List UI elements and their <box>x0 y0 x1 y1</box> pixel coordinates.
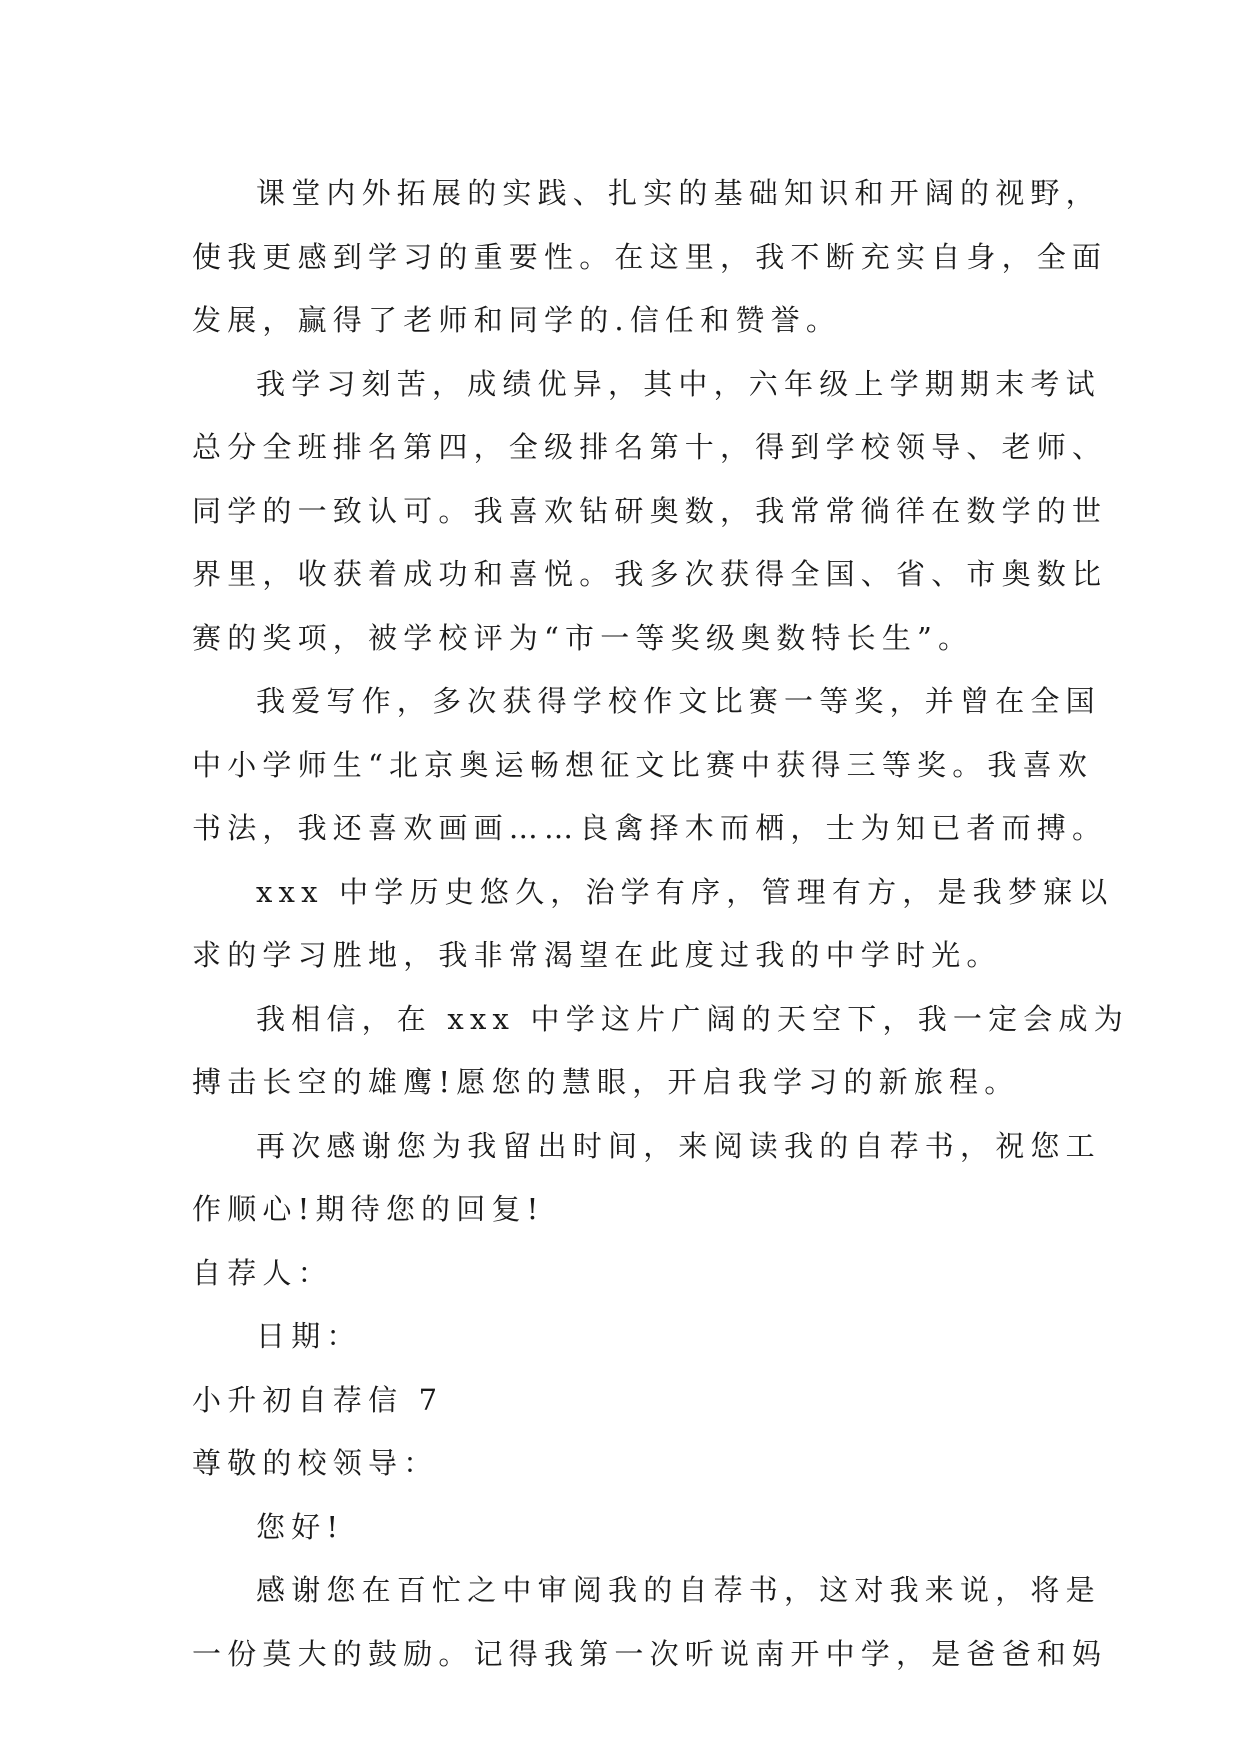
text-line: 界里，收获着成功和喜悦。我多次获得全国、省、市奥数比 <box>192 557 1108 591</box>
text-line: 中小学师生“北京奥运畅想征文比赛中获得三等奖。我喜欢 <box>192 747 1094 782</box>
text-line: 搏击长空的雄鹰!愿您的慧眼，开启我学习的新旅程。 <box>192 1065 1020 1099</box>
text-line: 赛的奖项，被学校评为“市一等奖级奥数特长生”。 <box>192 620 974 655</box>
text-line: 求的学习胜地，我非常渴望在此度过我的中学时光。 <box>192 938 1002 972</box>
text-line: 同学的一致认可。我喜欢钻研奥数，我常常徜徉在数学的世 <box>192 493 1108 528</box>
salutation: 尊敬的校领导： <box>192 1446 439 1480</box>
text-line: 作顺心!期待您的回复! <box>192 1192 545 1226</box>
signature-label: 自荐人： <box>192 1255 333 1290</box>
text-line: 我爱写作，多次获得学校作文比赛一等奖，并曾在全国 <box>256 684 1101 718</box>
text-line: 一份莫大的鼓励。记得我第一次听说南开中学，是爸爸和妈 <box>192 1636 1108 1671</box>
text-line: 发展，赢得了老师和同学的.信任和赞誉。 <box>192 303 842 337</box>
text-line: xxx 中学历史悠久，治学有序，管理有方，是我梦寐以 <box>256 874 1114 909</box>
text-line: 再次感谢您为我留出时间，来阅读我的自荐书，祝您工 <box>256 1128 1101 1163</box>
text-line: 总分全班排名第四，全级排名第十，得到学校领导、老师、 <box>192 430 1108 464</box>
document-body <box>192 162 1129 1686</box>
greeting: 您好! <box>256 1509 345 1544</box>
text-line: 我相信，在 xxx 中学这片广阔的天空下，我一定会成为 <box>256 1001 1129 1036</box>
text-line: 课堂内外拓展的实践、扎实的基础知识和开阔的视野， <box>256 176 1101 210</box>
section-title: 小升初自荐信 7 <box>192 1382 444 1417</box>
text-line: 书法，我还喜欢画画……良禽择木而栖，士为知已者而搏。 <box>192 811 1108 845</box>
text-line: 使我更感到学习的重要性。在这里，我不断充实自身，全面 <box>192 239 1108 274</box>
date-label: 日期： <box>256 1319 362 1353</box>
text-line: 感谢您在百忙之中审阅我的自荐书，这对我来说，将是 <box>256 1573 1101 1607</box>
text-line: 我学习刻苦，成绩优异，其中，六年级上学期期末考试 <box>256 366 1101 401</box>
